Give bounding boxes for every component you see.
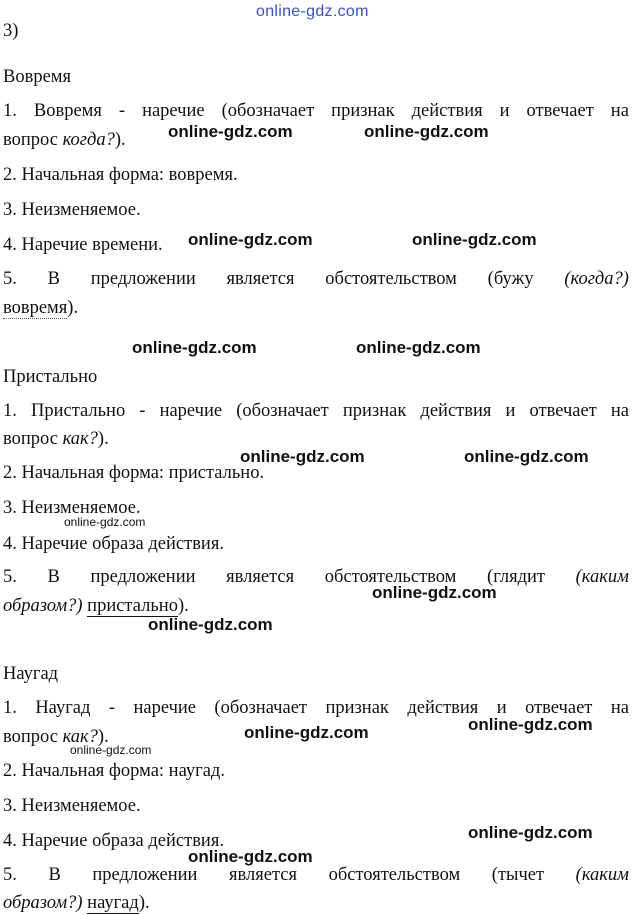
word: обстоятельством — [328, 865, 461, 885]
word: (тычет — [491, 865, 545, 885]
section-heading-vovremya: Вовремя — [3, 67, 72, 87]
s1-item1-line1 — [3, 100, 629, 122]
word: Пристально — [30, 401, 126, 421]
s1-item2: 2. Начальная форма: вовремя. — [3, 165, 238, 185]
word: и — [499, 101, 510, 121]
word: отвечает — [526, 101, 594, 121]
watermark-small: online-gdz.com — [64, 515, 146, 529]
word: - — [118, 101, 126, 121]
task-number: 3) — [3, 21, 19, 41]
s3-item3: 3. Неизменяемое. — [3, 796, 141, 816]
s1-item5-line2 — [3, 297, 78, 319]
text: ). — [177, 596, 189, 616]
word: на — [610, 698, 629, 718]
s2-item2: 2. Начальная форма: пристально. — [3, 463, 265, 483]
watermark: online-gdz.com — [356, 338, 481, 357]
word: 1. — [3, 401, 17, 421]
section-heading-naugad: Наугад — [3, 664, 59, 684]
watermark: online-gdz.com — [464, 447, 589, 466]
question-italic: как? — [62, 727, 98, 747]
s2-item1-line1 — [3, 400, 629, 422]
s3-item5-line1 — [3, 864, 629, 886]
word: действия — [407, 698, 479, 718]
watermark: online-gdz.com — [244, 723, 369, 742]
watermark: online-gdz.com — [364, 122, 489, 141]
s2-item5-line2 — [3, 595, 189, 617]
watermark: online-gdz.com — [412, 230, 537, 249]
question-italic: образом?) — [3, 893, 83, 913]
question-italic: (каким — [575, 865, 629, 885]
watermark-small: online-gdz.com — [70, 743, 152, 757]
s2-item4: 4. Наречие образа действия. — [3, 534, 224, 554]
word: на — [610, 101, 629, 121]
word: наречие — [133, 698, 196, 718]
word: наречие — [142, 101, 205, 121]
word: является — [226, 567, 295, 587]
text: ). — [114, 130, 126, 150]
word: (обозначает — [214, 698, 307, 718]
word: на — [610, 401, 629, 421]
question-italic: (каким — [575, 567, 629, 587]
s2-item5-line1 — [3, 566, 629, 588]
s3-item5-line2 — [3, 892, 150, 914]
text: вопрос — [3, 429, 63, 449]
word: (глядит — [487, 567, 545, 587]
watermark: online-gdz.com — [372, 583, 497, 602]
watermark: online-gdz.com — [132, 338, 257, 357]
word: 5. — [3, 865, 17, 885]
s1-item4: 4. Наречие времени. — [3, 235, 163, 255]
s1-item1-line2 — [3, 129, 126, 151]
watermark: online-gdz.com — [468, 823, 593, 842]
word: (обозначает — [236, 401, 329, 421]
s3-item2: 2. Начальная форма: наугад. — [3, 761, 225, 781]
s3-item4: 4. Наречие образа действия. — [3, 831, 224, 851]
word: признак — [342, 401, 407, 421]
watermark: online-gdz.com — [148, 615, 273, 634]
text: ). — [67, 298, 79, 318]
watermark: online-gdz.com — [168, 122, 293, 141]
s1-item3: 3. Неизменяемое. — [3, 200, 141, 220]
word: наречие — [159, 401, 223, 421]
word: действия — [411, 101, 483, 121]
underlined-word: пристально — [87, 596, 178, 616]
word: обстоятельством — [325, 269, 457, 289]
word: 1. — [3, 698, 17, 718]
text: ). — [97, 727, 109, 747]
question-italic: когда? — [62, 130, 115, 150]
word: обстоятельством — [324, 567, 457, 587]
word: и — [496, 698, 507, 718]
s2-item1-line2 — [3, 428, 109, 450]
word: отвечает — [529, 401, 597, 421]
s2-item3: 3. Неизменяемое. — [3, 498, 141, 518]
question-italic: (когда?) — [564, 269, 629, 289]
word: В — [47, 567, 60, 587]
s1-item5-line1 — [3, 268, 629, 290]
word: признак — [331, 101, 395, 121]
dotted-underlined-word: вовремя — [3, 298, 68, 318]
text: вопрос — [3, 727, 63, 747]
watermark: online-gdz.com — [188, 230, 313, 249]
watermark: online-gdz.com — [240, 447, 365, 466]
word: (бужу — [487, 269, 534, 289]
word: (обозначает — [221, 101, 315, 121]
word: В — [47, 269, 60, 289]
word: предложении — [90, 269, 196, 289]
word: - — [108, 698, 116, 718]
word: 1. — [3, 101, 17, 121]
watermark-top: online-gdz.com — [256, 3, 369, 20]
watermark: online-gdz.com — [188, 847, 313, 866]
word: - — [139, 401, 146, 421]
word: и — [505, 401, 516, 421]
word: Наугад — [35, 698, 91, 718]
word: Вовремя — [33, 101, 102, 121]
watermark: online-gdz.com — [468, 715, 593, 734]
word: признак — [325, 698, 389, 718]
word: 5. — [3, 269, 17, 289]
word: отвечает — [525, 698, 593, 718]
question-italic: образом?) — [3, 596, 83, 616]
word: предложении — [90, 567, 196, 587]
word: 5. — [3, 567, 17, 587]
section-heading-pristalno: Пристально — [3, 367, 98, 387]
word: действия — [420, 401, 492, 421]
word: В — [48, 865, 61, 885]
underlined-word: наугад — [87, 893, 139, 913]
text: вопрос — [3, 130, 63, 150]
word: является — [229, 865, 297, 885]
word: предложении — [92, 865, 198, 885]
word: является — [226, 269, 295, 289]
question-italic: как? — [62, 429, 98, 449]
text: ). — [97, 429, 109, 449]
text: ). — [138, 893, 150, 913]
